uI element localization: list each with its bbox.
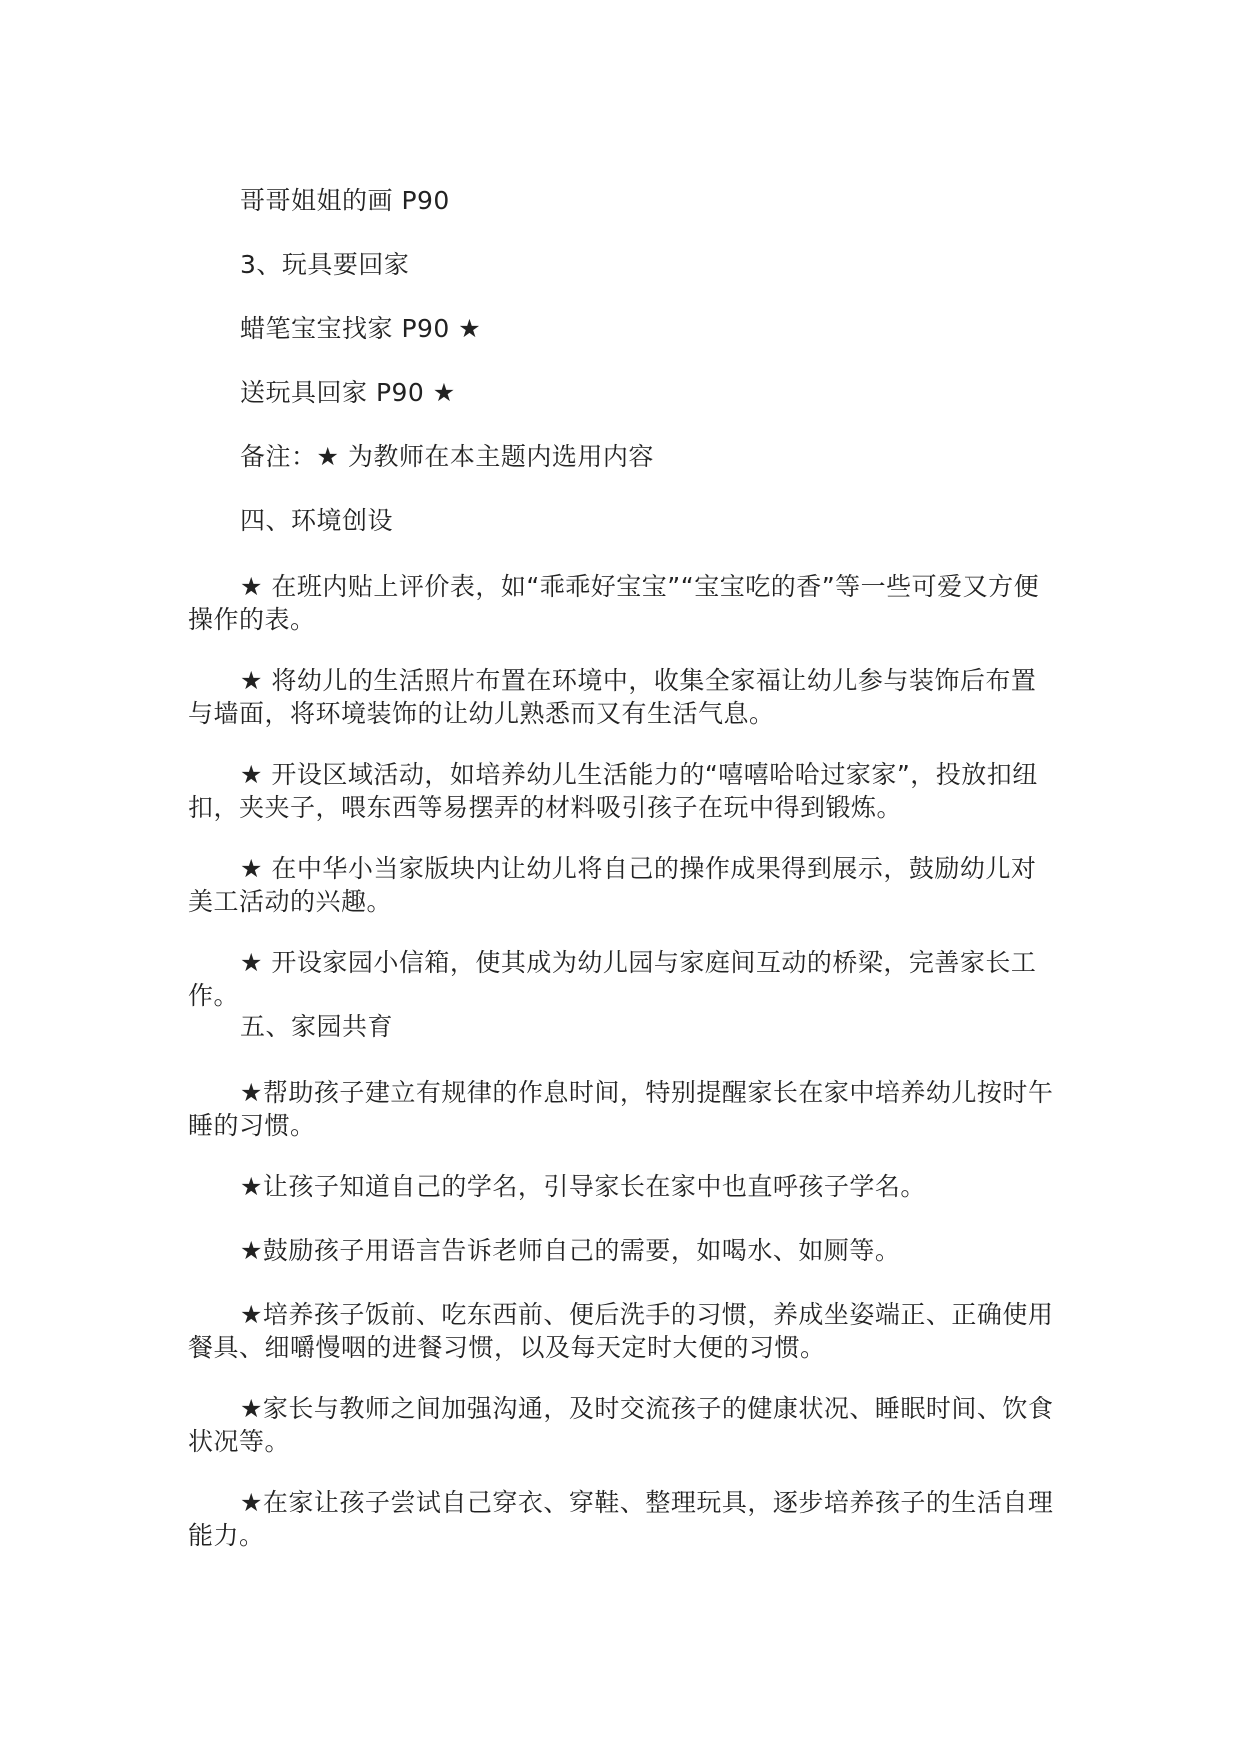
paragraph-item-drawing: 哥哥姐姐的画 P90 [240,186,450,215]
environment-item-photos: ★ 将幼儿的生活照片布置在环境中，收集全家福让幼儿参与装饰后布置与墙面，将环境装饰的让幼儿熟悉而又有生活气息。 [188,666,1037,728]
environment-item-area: ★ 开设区域活动，如培养幼儿生活能力的“嘻嘻哈哈过家家”，投放扣纽扣，夹夹子，喂东西等易摆弄的材料吸引孩子在玩中得到锻炼。 [188,760,1038,822]
family-item-habits: ★培养孩子饭前、吃东西前、便后洗手的习惯，养成坐姿端正、正确使用餐具、细嚼慢咽的进餐习惯，以及每天定时大便的习惯。 [188,1300,1054,1362]
environment-item-evaluation: ★ 在班内贴上评价表，如“乖乖好宝宝”“宝宝吃的香”等一些可爱又方便操作的表。 [188,572,1040,634]
section-subtitle-toys: 3、玩具要回家 [240,250,410,279]
family-item-name: ★让孩子知道自己的学名，引导家长在家中也直呼孩子学名。 [240,1172,926,1201]
section-heading-environment: 四、环境创设 [240,506,394,535]
paragraph-item-crayon: 蜡笔宝宝找家 P90 ★ [240,314,482,343]
family-item-schedule: ★帮助孩子建立有规律的作息时间，特别提醒家长在家中培养幼儿按时午睡的习惯。 [188,1078,1054,1140]
family-item-communication: ★家长与教师之间加强沟通，及时交流孩子的健康状况、睡眠时间、饮食状况等。 [188,1394,1054,1456]
environment-item-mailbox: ★ 开设家园小信箱，使其成为幼儿园与家庭间互动的桥梁，完善家长工作。 [188,948,1037,1010]
paragraph-item-toys-home: 送玩具回家 P90 ★ [240,378,456,407]
environment-item-display: ★ 在中华小当家版块内让幼儿将自己的操作成果得到展示，鼓励幼儿对美工活动的兴趣。 [188,854,1037,916]
note-text: 备注：★ 为教师在本主题内选用内容 [240,442,654,471]
section-heading-family: 五、家园共育 [240,1012,394,1041]
family-item-language: ★鼓励孩子用语言告诉老师自己的需要，如喝水、如厕等。 [240,1236,901,1265]
family-item-self-care: ★在家让孩子尝试自己穿衣、穿鞋、整理玩具，逐步培养孩子的生活自理能力。 [188,1488,1054,1550]
